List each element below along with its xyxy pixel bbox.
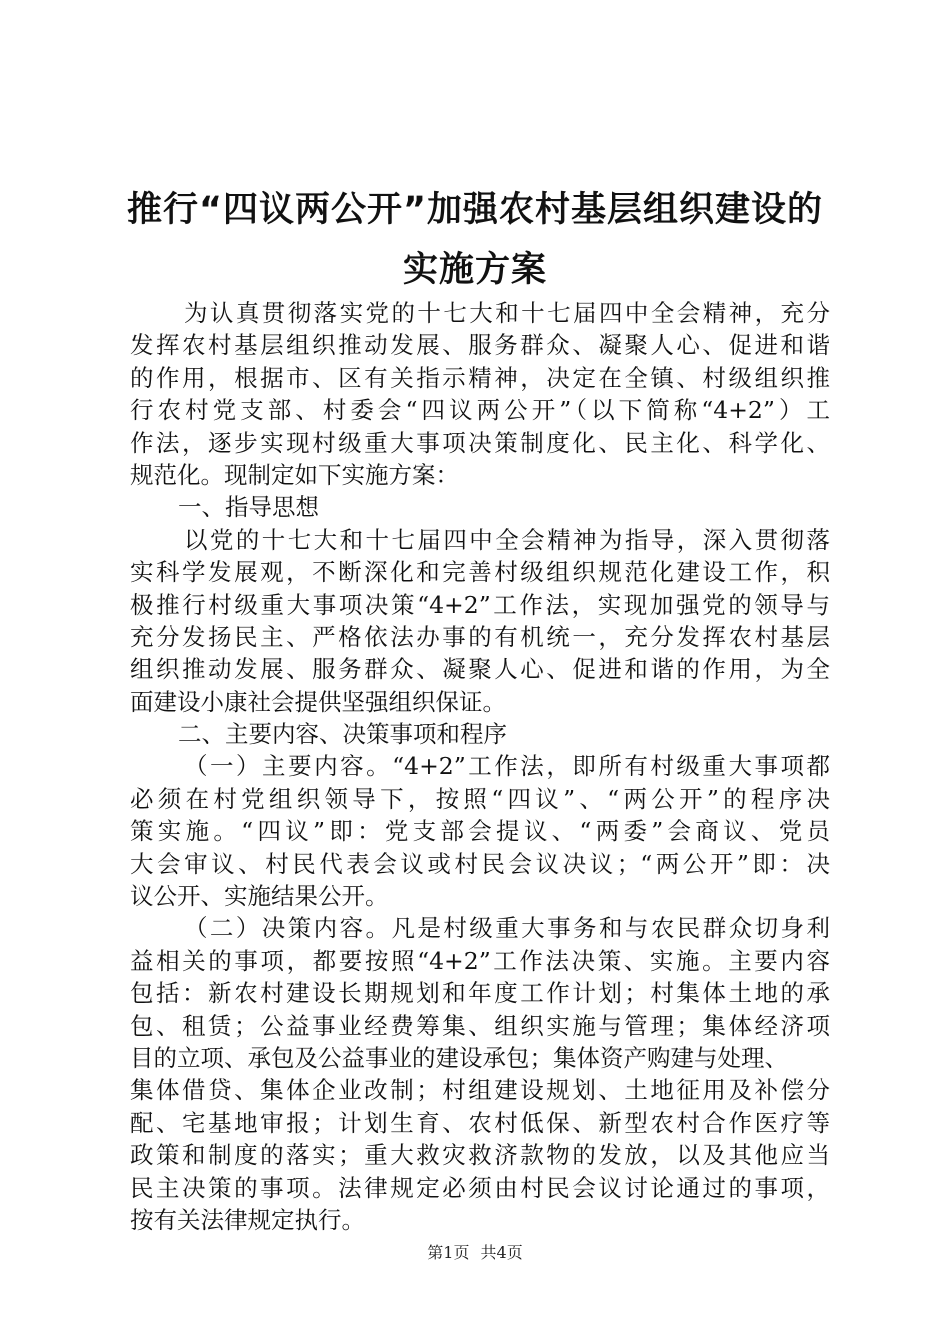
section-heading-1: 一、指导思想 [178,493,319,522]
paragraph-line: 组织推动发展、服务群众、凝聚人心、促进和谐的作用，为全 [130,655,830,684]
page-number-current: 第1页 [427,1243,470,1262]
paragraph-line: 按有关法律规定执行。 [130,1205,365,1234]
paragraph-line: 策实施。“四议”即：党支部会提议、“两委”会商议、党员 [130,817,830,846]
paragraph-line: 益相关的事项，都要按照“4+2”工作法决策、实施。主要内容 [130,946,830,975]
paragraph-line: 面建设小康社会提供坚强组织保证。 [130,687,506,716]
paragraph-line: 的作用，根据市、区有关指示精神，决定在全镇、村级组织推 [130,363,830,392]
document-title-line-2: 实施方案 [402,250,547,290]
paragraph-line: 实科学发展观，不断深化和完善村级组织规范化建设工作，积 [130,558,830,587]
paragraph-line: 目的立项、承包及公益事业的建设承包；集体资产购建与处理、 [130,1043,788,1072]
paragraph-line: 包括：新农村建设长期规划和年度工作计划；村集体土地的承 [130,979,830,1008]
paragraph-line: 民主决策的事项。法律规定必须由村民会议讨论通过的事项， [130,1173,830,1202]
paragraph-line: （一）主要内容。“4+2”工作法，即所有村级重大事项都 [184,752,830,781]
paragraph-line: 极推行村级重大事项决策“4+2”工作法，实现加强党的领导与 [130,590,830,619]
paragraph-line: 行农村党支部、村委会“四议两公开”（以下简称“4+2”）工 [130,396,830,425]
paragraph-line: 充分发扬民主、严格依法办事的有机统一，充分发挥农村基层 [130,622,830,651]
paragraph-line: 议公开、实施结果公开。 [130,882,389,911]
paragraph-line: 以党的十七大和十七届四中全会精神为指导，深入贯彻落 [184,525,830,554]
document-title-line-1: 推行“四议两公开”加强农村基层组织建设的 [126,190,823,230]
page-number-total: 共4页 [480,1243,523,1262]
paragraph-line: 作法，逐步实现村级重大事项决策制度化、民主化、科学化、 [130,428,830,457]
paragraph-line: （二）决策内容。凡是村级重大事务和与农民群众切身利 [184,914,830,943]
paragraph-line: 集体借贷、集体企业改制；村组建设规划、土地征用及补偿分 [130,1076,830,1105]
paragraph-line: 配、宅基地审报；计划生育、农村低保、新型农村合作医疗等 [130,1108,830,1137]
document-body [130,297,830,1236]
paragraph-line: 为认真贯彻落实党的十七大和十七届四中全会精神，充分 [184,299,830,327]
paragraph-line: 必须在村党组织领导下，按照“四议”、“两公开”的程序决 [130,784,830,813]
paragraph-line: 发挥农村基层组织推动发展、服务群众、凝聚人心、促进和谐 [130,331,830,360]
section-heading-2: 二、主要内容、决策事项和程序 [178,720,507,749]
paragraph-line: 大会审议、村民代表会议或村民会议决议；“两公开”即：决 [130,849,830,878]
page-footer [0,1243,950,1263]
paragraph-line: 政策和制度的落实；重大救灾救济款物的发放，以及其他应当 [130,1141,830,1170]
paragraph-line: 规范化。现制定如下实施方案： [130,460,459,489]
paragraph-line: 包、租赁；公益事业经费筹集、组织实施与管理；集体经济项 [130,1011,830,1040]
